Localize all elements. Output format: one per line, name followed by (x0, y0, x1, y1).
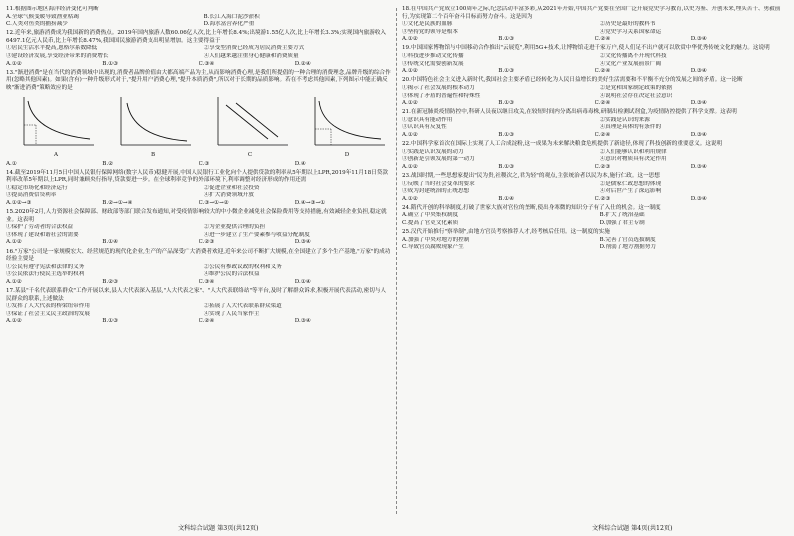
answer-d: D.③④ (690, 132, 707, 138)
item-1: ①揭示了社会发展的根本动力 (402, 84, 475, 91)
answer-c: C.③ (198, 160, 210, 167)
item-3: ③体现了建设和谐社会的需要 (6, 231, 79, 238)
question-17 (6, 288, 391, 326)
graph-b (113, 95, 193, 159)
item-2: ②享受型消费已经成为居民消费主要方式 (203, 45, 305, 52)
option-c: C.人类对鱼类的捕捞减少 (6, 21, 68, 28)
item-3: ③坚持党的领导是根本 (402, 28, 458, 35)
graph-label: A (53, 151, 59, 158)
item-4: ④维护公民的合法权益 (203, 271, 260, 278)
question-stem: 13."渐进消费"是在当代的消费领域中出现的,消费者品牌价值由大都高端产品为主,从而影响消费心理,是我们所提倡的一种合理的消费理念,品牌升级的综合作用(忽略其他因素)。如果(含有)一种升级形式对于,"提升用户消费心理,"提升本质消费",所以对于长期的品质影响。若在不考虑其他因素,下列图示中能正确反映"渐进消费"策略效应的是 (6, 69, 391, 91)
question-stem: 18.在中国共产党成立100周年之际,纪念活动丰富多彩,从2021年开始,中国共产党要在全国广泛开展党史学习教育,以史为鉴、开创未来,埋头苦干、勇毅前行,为实现第二个百年奋斗目标而努力奋斗。这是因为 (402, 6, 781, 20)
answer-d: D.③④ (294, 318, 311, 325)
question-12 (6, 30, 391, 68)
answer-a: A.①② (6, 60, 22, 67)
question-stem: 22.中国科学家首次在国际上实现了人工合成淀粉,这一成果为未来解决粮食危机提供了新途径,体现了科技创新的重要意义。这说明 (402, 141, 723, 148)
question-stem: 12.近年来,旅游消费成为我国新的消费热点。2019年国内旅游人数60.06亿人次,比上年增长8.4%;出境游1.55亿人次,比上年增长3.3%;实现国内旅游收入6497.1亿元人民币,比上年增长8.47%,我国国民旅游消费支出明显增加。这主要得益于 (6, 30, 387, 44)
question-20 (402, 77, 787, 107)
item-2: ②是儒家仁政思想的体现 (599, 180, 662, 187)
answer-c: C.②④ (198, 318, 215, 325)
item-1: ①实践是认识发展的动力 (402, 148, 464, 155)
answer-c: C.②④ (594, 100, 611, 107)
question-stem: 21.在新冠肺炎疫情防控中,科研人员夜以继日攻关,在较短时间内分离出病毒毒株,研制出检测试剂盒,为疫情防控提供了科学支撑。这表明 (402, 109, 737, 116)
item-1: ①科技进步推动文化传播 (402, 53, 464, 60)
option-a: A.全球气候变暖导致渔业枯竭 (6, 13, 79, 20)
option-b: B.扩大了统治基础 (599, 212, 645, 219)
item-4: ④文化产业发展前景广阔 (599, 60, 662, 67)
answer-b: B.②③ (102, 278, 119, 285)
item-3: ③成为封建统治的正统思想 (402, 188, 470, 195)
page-left (6, 6, 391, 516)
item-2: ②实践是认识的来源 (599, 116, 650, 123)
question-19 (402, 45, 787, 75)
answer-a: A.①② (6, 239, 22, 246)
demand-curve-graph (307, 95, 387, 151)
answer-b: B.①④ (498, 195, 515, 202)
answer-c: C.③→①→② (198, 200, 229, 206)
item-4: ④真理是具体的有条件的 (599, 124, 662, 131)
answer-d: D.③④ (690, 195, 707, 202)
graph-label: B (150, 151, 156, 158)
page-divider (396, 8, 397, 514)
answer-a: A.①② (402, 68, 418, 75)
graph-row (16, 95, 387, 159)
question-24 (402, 205, 787, 228)
item-4: ④党史学习关系国家命运 (599, 28, 662, 35)
answer-d: D.③④ (690, 36, 707, 43)
item-4: ④实现了人民当家作主 (203, 310, 260, 317)
item-2: ②公民有参政议政的权利和义务 (203, 263, 282, 270)
question-18 (402, 6, 787, 44)
question-11 (6, 6, 391, 29)
answer-d: D.④→③→① (294, 200, 326, 206)
question-stem: 24.隋代开创的科举制度,打破了世家大族对官位的垄断,使出身寒微的知识分子有了入仕的机会。这一制度 (402, 204, 661, 211)
graph-d (307, 95, 387, 159)
answer-b: B.①③ (498, 132, 515, 138)
item-1: ①稳定市场化和经济运行 (6, 184, 68, 191)
question-stem: 11.根据图示地区海洋经济变化可判断 (6, 6, 99, 12)
answer-c: C.③④ (198, 60, 215, 67)
answer-a: A.①② (402, 36, 418, 43)
answer-d: D.④ (294, 160, 306, 167)
item-1: ①发挥了人大代表的桥梁纽带作用 (6, 303, 90, 310)
page-footer-right: 文科综合试题 第4页(共12页) (592, 525, 673, 532)
answer-c: C.②④ (594, 36, 611, 43)
item-1: ①文化是民族的血脉 (402, 21, 453, 28)
question-25 (402, 229, 787, 252)
page-footer-left: 文科综合试题 第3页(共12页) (178, 525, 259, 532)
item-2: ②文化传播离不开现代科技 (599, 53, 667, 60)
answer-d: D.②④ (294, 60, 311, 67)
answer-b: B.①③ (498, 163, 515, 170)
answer-a: A.①② (402, 163, 418, 170)
answer-b: B.①③ (102, 60, 119, 67)
item-1: ①公民有遵守宪法和法律的义务 (6, 263, 85, 270)
answer-c: C.②③ (594, 195, 611, 202)
page-right (402, 6, 787, 516)
option-b: B.完善了官员选拔制度 (599, 236, 656, 243)
answer-b: B.②→①→④ (102, 200, 133, 206)
item-2: ②历史是最好的教科书 (599, 21, 656, 28)
answer-d: D.③④ (690, 163, 707, 170)
option-d: D.加强了君主专制 (599, 220, 645, 227)
option-c: C.提高了官吏文化素质 (402, 220, 459, 227)
item-4: ④人们越来越注重身心健康和消费质量 (203, 53, 299, 60)
question-stem: 17.某县"千名代表联系群众"工作开展以来,县人大代表深入基层,"人大代表之家"、"人大代表联络站"等平台,及时了解群众诉求,积极开展代表活动,密切与人民群众的联系,上述做法 (6, 288, 387, 302)
question-14 (6, 170, 391, 208)
question-stem: 23.战国时期,一些思想家提出"民为贵,社稷次之,君为轻"的观点,主张统治者以民为本,施行仁政。这一思想 (402, 172, 660, 179)
answer-a: A.①② (402, 100, 418, 107)
answer-b: B.①③ (498, 68, 515, 75)
answer-a: A.①②→③ (6, 200, 32, 206)
item-3: ③传统文化需要创新发展 (402, 60, 464, 67)
answer-c: C.②③ (594, 163, 611, 170)
graph-label: D (344, 151, 350, 158)
item-2: ②促进企业和社会投资 (203, 184, 260, 191)
question-23 (402, 173, 787, 203)
graph-a (16, 95, 96, 159)
answer-a: A.①② (6, 318, 22, 325)
option-b: B.长江入海口泥沙淤积 (203, 13, 260, 20)
question-stem: 14.截至2019年11月5日中国人民银行保障网络(数字人民币)稳健开展,中国人民银行工业化向个人提供贷款的利率从5年期以上LPR,2019年11月18日贷款利率改革5年期以上LPR,同时兼顾央行指导,贷款要进一步。在全球利率竞争的外部环境下,利率调整对经济形成的作用还需 (6, 169, 388, 184)
answer-a: A.①② (6, 278, 22, 285)
answer-b: B.①④ (102, 239, 119, 246)
answer-c: C.②④ (594, 68, 611, 75)
option-d: D.削弱了地方割据势力 (599, 244, 656, 251)
item-2: ②是党和国家制定政策的依据 (599, 84, 673, 91)
answer-d: D.③④ (690, 68, 707, 75)
answer-b: B.①③ (102, 318, 119, 325)
answer-a: A.① (6, 160, 17, 167)
question-stem: 20.中国特色社会主义进入新时代,我国社会主要矛盾已经转化为人民日益增长的美好生活需要和不平衡不充分的发展之间的矛盾。这一论断 (402, 77, 743, 84)
item-2: ②人们能够认识和利用规律 (599, 148, 667, 155)
answer-c: C.②④ (594, 132, 611, 138)
item-3: ③保证了社会主义民主政治的发展 (6, 310, 90, 317)
item-4: ④意识对物质具有决定作用 (599, 156, 667, 163)
answer-a: A.①② (402, 195, 418, 202)
item-3: ③认识具有反复性 (402, 124, 447, 131)
item-1: ①反映了当时社会变革的要求 (402, 180, 475, 187)
item-2: ②为企业提供合理的负担 (203, 224, 266, 231)
item-1: ①保护了劳动者的合法权益 (6, 224, 74, 231)
graph-label: C (247, 151, 253, 158)
question-stem: 15.2020年2月,人力资源社会保障部、财政部等部门联合发布通知,对受疫情影响较大的中小微企业减免社会保险费用等支持措施,有效减轻企业负担,稳定就业。这表明 (6, 209, 387, 223)
answer-c: C.②③ (198, 239, 215, 246)
item-3: ③体现了矛盾的普遍性和特殊性 (402, 92, 481, 99)
item-1: ①意识具有能动作用 (402, 116, 453, 123)
answer-c: C.③④ (198, 278, 215, 285)
item-2: ②拓展了人大代表联系群众渠道 (203, 303, 282, 310)
answer-d: D.③④ (294, 239, 311, 246)
question-21 (402, 109, 787, 139)
item-4: ④进一步建立了生产要素参与收益分配制度 (203, 231, 310, 238)
answer-d: D.①④ (294, 278, 311, 285)
item-3: ③建设经济发展,享受经济带来的消费增长 (6, 53, 109, 60)
answer-a: A.①② (402, 132, 418, 138)
option-a: A.加强了中央对地方的控制 (402, 236, 470, 243)
answer-b: B.①③ (498, 100, 515, 107)
demand-curve-graph (16, 95, 96, 151)
item-1: ①居民生活水平提高,恩格尔系数降低 (6, 45, 98, 52)
option-d: D.海水富营养化严重 (203, 21, 255, 28)
question-stem: 25.汉代开始推行"察举制",由地方官员考察推荐人才,经考核后任用。这一制度的实施 (402, 229, 610, 236)
question-13 (6, 70, 391, 168)
supply-demand-graph (210, 95, 290, 151)
graph-c (210, 95, 290, 159)
demand-curve-graph (113, 95, 193, 151)
item-4: ④说明社会存在决定社会意识 (599, 92, 673, 99)
option-a: A.确立了中央集权制度 (402, 212, 459, 219)
answer-b: B.② (102, 160, 114, 167)
answer-b: B.①③ (498, 36, 515, 43)
question-stem: 19.中国国家博物馆与中国移动合作推出"云展览",利用5G+技术,让博物馆走进千家万户,使人们足不出户就可以欣赏中华优秀传统文化的魅力。这说明 (402, 45, 770, 52)
item-4: ④对后世产生了深远影响 (599, 188, 662, 195)
question-16 (6, 249, 391, 287)
question-22 (402, 141, 787, 171)
item-3: ③公民依法行使民主选举的权利 (6, 271, 85, 278)
item-3: ③提高消费信贷利率 (6, 192, 57, 199)
answer-d: D.③④ (690, 100, 707, 107)
question-15 (6, 209, 391, 247)
item-4: ④扩大消费领域开放 (203, 192, 254, 199)
option-c: C.导致官员腐败现象产生 (402, 244, 464, 251)
item-3: ③创新是引领发展的第一动力 (402, 156, 475, 163)
question-stem: 16."万家"公司是一家规模宏大、经营规范的现代化企业,生产的产品深受广大消费者欢迎,近年来公司不断扩大规模,在全国建立了多个生产基地,"万家"的成功经验主要是 (6, 248, 391, 263)
